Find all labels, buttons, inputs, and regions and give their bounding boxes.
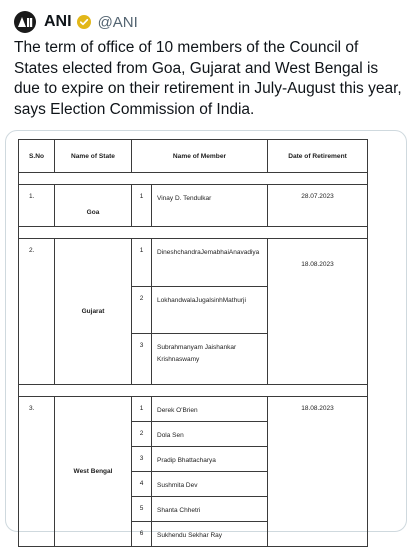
retirement-table — [18, 139, 368, 547]
member-number: 2 — [132, 287, 152, 334]
member-number: 3 — [132, 447, 152, 472]
member-name: Dola Sen — [152, 422, 268, 447]
ani-logo-icon — [17, 16, 33, 28]
retirement-date: 28.07.2023 — [268, 185, 368, 227]
member-number: 1 — [132, 397, 152, 422]
member-name: DineshchandraJemabhaiAnavadiya — [152, 239, 268, 287]
member-number: 6 — [132, 522, 152, 547]
table-spacer — [19, 173, 368, 185]
sno-cell: 3. — [19, 397, 55, 547]
header-member: Name of Member — [132, 140, 268, 173]
state-cell: Goa — [55, 185, 132, 227]
tweet-header — [14, 10, 138, 34]
retirement-date: 18.08.2023 — [268, 239, 368, 385]
member-name: Sushmita Dev — [152, 472, 268, 497]
retirement-date: 18.08.2023 — [268, 397, 368, 547]
member-name: Pradip Bhattacharya — [152, 447, 268, 472]
member-number: 1 — [132, 185, 152, 227]
header-state: Name of State — [55, 140, 132, 173]
avatar[interactable] — [14, 11, 36, 33]
header-sno: S.No — [19, 140, 55, 173]
member-name: Shanta Chhetri — [152, 497, 268, 522]
tweet-text: The term of office of 10 members of the Council of States elected from Goa, Gujarat and West Bengal is due to expire on their retirement in July-August this year, says Election Commission of India. — [14, 39, 402, 118]
table-header-row — [19, 140, 368, 173]
table-row — [19, 185, 368, 227]
sno-cell: 1. — [19, 185, 55, 227]
member-number: 4 — [132, 472, 152, 497]
member-number: 3 — [132, 334, 152, 385]
member-number: 1 — [132, 239, 152, 287]
member-name: LokhandwalaJugalsinhMathurji — [152, 287, 268, 334]
member-name: Subrahmanyam Jaishankar Krishnaswamy — [152, 334, 268, 385]
verified-badge-icon — [76, 14, 92, 30]
display-name[interactable]: ANI — [44, 13, 72, 30]
tweet-media-card[interactable] — [5, 130, 407, 539]
header-date: Date of Retirement — [268, 140, 368, 173]
sno-cell: 2. — [19, 239, 55, 385]
member-name: Vinay D. Tendulkar — [152, 185, 268, 227]
member-name: Derek O'Brien — [152, 397, 268, 422]
state-cell: West Bengal — [55, 397, 132, 547]
table-row — [19, 397, 368, 422]
member-number: 5 — [132, 497, 152, 522]
table-spacer — [19, 227, 368, 239]
table-row — [19, 239, 368, 287]
table-spacer — [19, 385, 368, 397]
member-name: Sukhendu Sekhar Ray — [152, 522, 268, 547]
user-handle[interactable]: @ANI — [97, 13, 138, 31]
state-cell: Gujarat — [55, 239, 132, 385]
member-number: 2 — [132, 422, 152, 447]
